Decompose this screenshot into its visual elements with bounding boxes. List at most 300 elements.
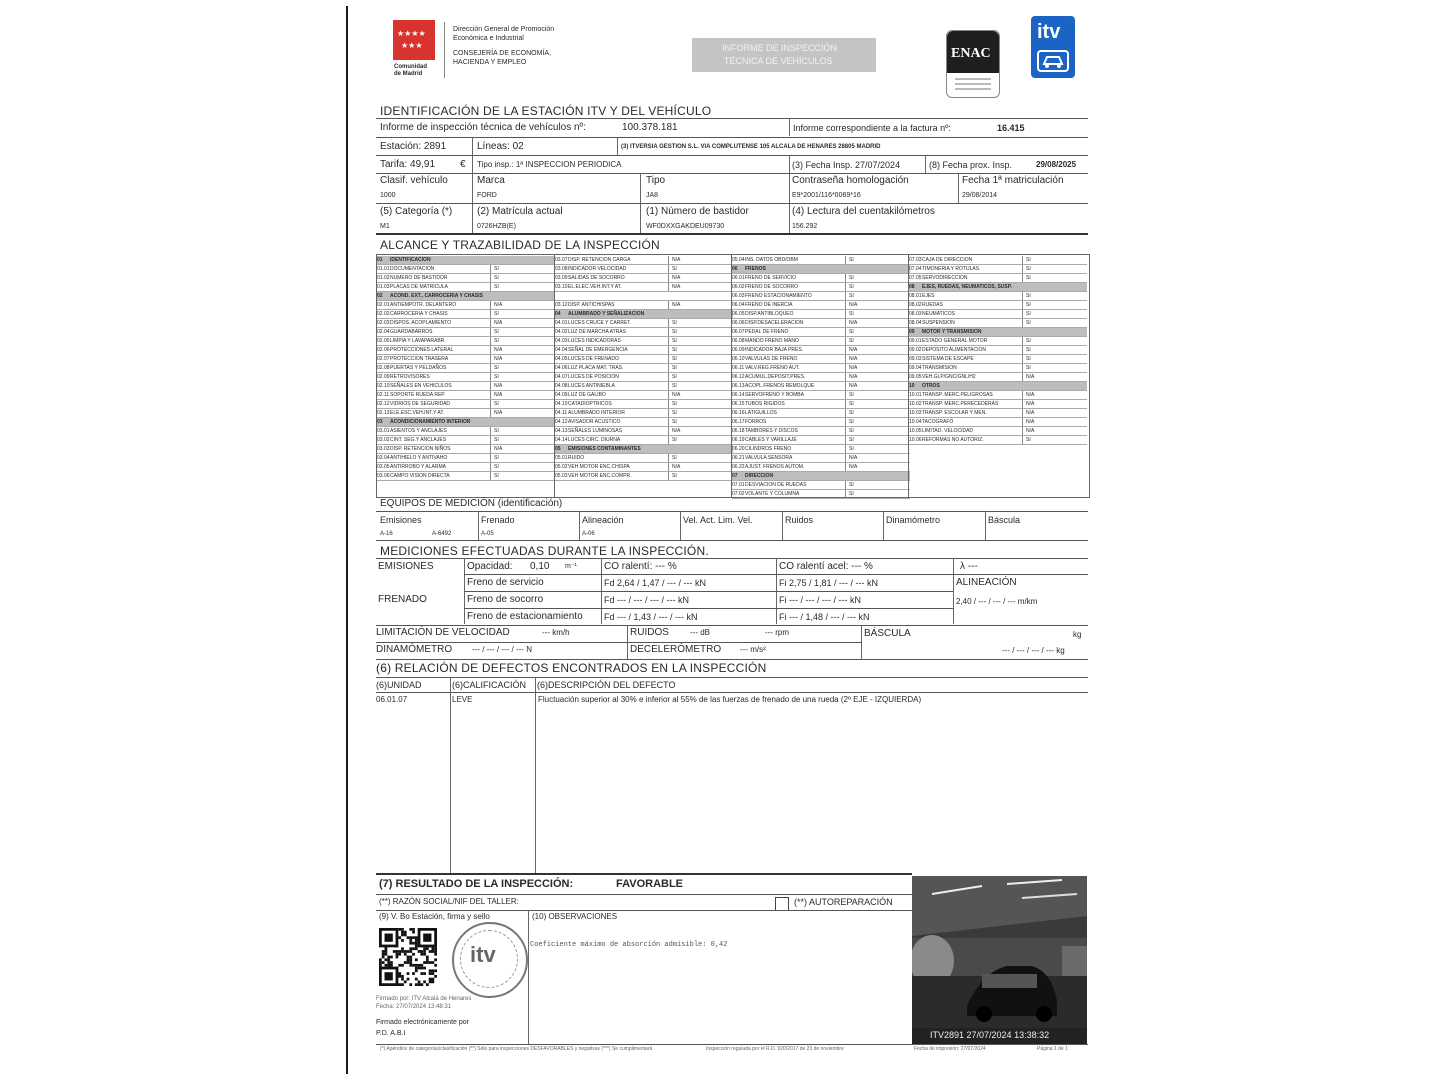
limitacion-value: --- km/h: [542, 628, 570, 637]
defect-class: LEVE: [452, 695, 473, 704]
scope-row-value: N/A: [490, 382, 518, 390]
scope-row-name: LUCES ANTINIEBLA: [568, 383, 615, 389]
scope-row-code: 04.01: [555, 320, 568, 326]
car-icon: [1037, 50, 1069, 72]
scope-row: [555, 373, 733, 382]
scope-row: [377, 337, 555, 346]
scope-row-value: SI: [490, 436, 518, 444]
scope-row-code: 01.01: [377, 266, 390, 272]
bascula-kg: kg: [1073, 630, 1082, 639]
scope-row-value: SI: [845, 490, 873, 498]
scope-row-code: 07.01: [732, 482, 745, 488]
emisiones-label: EMISIONES: [378, 561, 434, 572]
footer-note4: Página 1 de 1: [1037, 1046, 1068, 1052]
homolog-label: Contraseña homologación: [792, 175, 909, 186]
scope-row-value: SI: [845, 409, 873, 417]
scope-row-value: SI: [1022, 364, 1050, 372]
insp-type-label: Tipo insp.: 1ª INSPECCION PERIODICA: [477, 160, 622, 169]
scope-row-code: 07.04: [909, 266, 922, 272]
scope-row-code: 02.05: [377, 338, 390, 344]
scope-row: [377, 274, 555, 283]
scope-row: [555, 346, 733, 355]
scope-row-code: 06.21: [732, 455, 745, 461]
scope-row-code: 02.11: [377, 392, 390, 398]
scan-edge-line: [346, 6, 348, 1074]
dinamometro-label: DINAMÓMETRO: [376, 644, 453, 655]
defects-col-desc: (6)DESCRIPCIÓN DEL DEFECTO: [537, 680, 676, 690]
scope-row-name: TAMBORES Y DISCOS: [745, 428, 798, 434]
scope-row-code: 04.08: [555, 383, 568, 389]
scope-row-value: SI: [1022, 346, 1050, 354]
scope-row: [377, 472, 555, 481]
cm-logo-line2: de Madrid: [394, 71, 423, 77]
scope-row-code: 06.16: [732, 410, 745, 416]
photo-caption: ITV2891 27/07/2024 13:38:32: [930, 1030, 1050, 1040]
equipment-header: Vel. Act. Lim. Vel.: [683, 515, 753, 525]
scope-row-code: 05.02: [555, 464, 568, 470]
alineacion-value: 2,40 / --- / --- / --- m/km: [956, 597, 1038, 606]
scope-row-code: 04: [555, 311, 561, 317]
equip-value-4: A-06: [582, 531, 595, 537]
ruidos-label: RUIDOS: [630, 627, 669, 638]
scope-row-value: N/A: [668, 274, 696, 282]
scope-row-value: SI: [845, 274, 873, 282]
scope-row-name: ACOND. EXT., CARROCERIA Y CHASIS: [390, 293, 483, 299]
autorep-checkbox[interactable]: [775, 897, 789, 911]
scope-row: [555, 274, 733, 283]
scope-row: [555, 265, 733, 274]
scope-row-code: 06.06: [732, 320, 745, 326]
equip-value-1: A-16: [380, 531, 393, 537]
plate-label: (2) Matrícula actual: [477, 206, 563, 217]
scope-row-code: 05.03: [555, 473, 568, 479]
scope-row-name: DESVIACION DE RUEDAS: [745, 482, 807, 488]
scope-row: [732, 310, 910, 319]
scope-row-name: ACOPL.FRENOS REMOLQUE: [745, 383, 815, 389]
scope-row-name: CINT. SEG.Y ANCLAJES: [390, 437, 447, 443]
scope-row-value: N/A: [1022, 427, 1050, 435]
scope-row-code: 10.02: [909, 401, 922, 407]
scope-row: [555, 292, 733, 301]
scope-row-name: DISP. RETENCION NIÑOS: [390, 446, 451, 452]
scope-row-code: 06.01: [732, 275, 745, 281]
scope-row-name: NEUMATICOS: [922, 311, 955, 317]
scope-row-value: N/A: [845, 364, 873, 372]
qr-code[interactable]: [379, 928, 437, 986]
scope-row-value: N/A: [490, 409, 518, 417]
scope-row-code: 06.13: [732, 383, 745, 389]
stars-icon: [393, 20, 435, 60]
type-label: Tipo: [646, 175, 666, 186]
scope-row-value: SI: [490, 265, 518, 273]
report-title-box: [692, 38, 876, 72]
scope-row-code: 07.05: [909, 275, 922, 281]
ruidos-db: --- dB: [690, 628, 710, 637]
scope-row-name: DOCUMENTACION: [390, 266, 435, 272]
scope-row-name: INS. DATOS OBD/OBM: [745, 257, 798, 263]
identification-title: IDENTIFICACIÓN DE LA ESTACIÓN ITV Y DEL VEHÍCULO: [380, 104, 712, 118]
scope-row: [377, 382, 555, 391]
footer-note1: (*) Apéndice de categorías/clasificación (**) Sólo para inspecciones DESFAVORABLES y negativas (***) Se cumplimentará: [380, 1046, 653, 1052]
scope-row-name: CAMPO VISION DIRECTA: [390, 473, 450, 479]
scope-column: [377, 255, 557, 497]
scope-row-name: TUBOS RIGIDOS: [745, 401, 785, 407]
scope-row-code: 09: [909, 329, 915, 335]
scope-row: [909, 256, 1087, 265]
scope-row-code: 06.19: [732, 437, 745, 443]
scope-row-code: 02.01: [377, 302, 390, 308]
opacidad-unit: m⁻¹: [565, 563, 577, 570]
footer-note3: Fecha de impresión: 27/07/2024: [914, 1046, 986, 1052]
scope-row: [377, 301, 555, 310]
scope-row: [732, 265, 910, 274]
co-ralenti-acel: CO ralentí acel: --- %: [779, 561, 873, 572]
scope-row-name: PUERTAS Y PELDAÑOS: [390, 365, 447, 371]
scope-row-code: 01.03: [377, 284, 390, 290]
scope-row-name: PROTECCIONES LATERAL: [390, 347, 454, 353]
scope-row: [377, 310, 555, 319]
freno-estac-label: Freno de estacionamiento: [467, 611, 583, 622]
brand-label: Marca: [477, 175, 505, 186]
scope-row: [909, 310, 1087, 319]
obs-text: Coeficiente máximo de absorción admisible: 0,42: [530, 941, 728, 949]
defects-col-unit: (6)UNIDAD: [376, 680, 422, 690]
scope-row: [732, 364, 910, 373]
consejeria-line2: HACIENDA Y EMPLEO: [453, 59, 527, 66]
scope-row-code: 04.11: [555, 410, 568, 416]
scope-row-code: 08.04: [909, 320, 922, 326]
scope-row-name: MANDO FRENO MANO: [745, 338, 799, 344]
scope-row-name: CARROCERIA Y CHASIS: [390, 311, 448, 317]
obs-label: (10) OBSERVACIONES: [532, 912, 618, 921]
scope-row-value: SI: [845, 337, 873, 345]
inspection-hall-photo: [912, 876, 1087, 1044]
scope-row: [377, 328, 555, 337]
scope-row-code: 02: [377, 293, 383, 299]
scope-row-value: N/A: [845, 346, 873, 354]
scope-row-value: N/A: [490, 445, 518, 453]
scope-row-value: SI: [668, 337, 696, 345]
scope-row-value: N/A: [1022, 418, 1050, 426]
frenado-label: FRENADO: [378, 594, 427, 605]
scope-row-code: 02.13: [377, 410, 390, 416]
scope-row-value: SI: [490, 364, 518, 372]
scope-row-name: ANTIEMPOTR. DELANTERO: [390, 302, 457, 308]
logo-divider: [444, 22, 445, 78]
scope-row: [377, 319, 555, 328]
scope-row: [732, 256, 910, 265]
enac-logo: [946, 30, 1000, 98]
equipment-header: Frenado: [481, 515, 515, 525]
scope-row-code: 06.04: [732, 302, 745, 308]
scope-row-code: 02.08: [377, 365, 390, 371]
invoice-label: Informe correspondiente a la factura nº:: [793, 123, 951, 133]
scope-row-name: ALUMBRADO Y SEÑALIZACION: [568, 311, 645, 317]
scope-row: [377, 283, 555, 292]
scope-row-name: VALVULAS DE FRENO: [745, 356, 798, 362]
scope-row: [377, 445, 555, 454]
scope-row: [377, 409, 555, 418]
vehicle-photo: [912, 876, 1087, 1044]
tariff-currency: €: [460, 159, 466, 170]
scope-row: [555, 418, 733, 427]
scope-grid: [376, 254, 1090, 498]
scope-row: [909, 400, 1087, 409]
scope-row-name: DISP. RETENCION CARGA: [568, 257, 631, 263]
scope-row-name: TRANSMISION: [922, 365, 957, 371]
scope-row-code: 05.01: [555, 455, 568, 461]
scope-row: [732, 382, 910, 391]
defect-desc: Fluctuación superior al 30% e inferior al 55% de las fuerzas de frenado de una rueda (2º EJE - IZQUIERDA): [538, 695, 922, 704]
scope-row-name: ELE.ESC.VEH.INT.Y AT.: [390, 410, 445, 416]
scope-row: [732, 490, 910, 499]
scope-row-value: N/A: [668, 463, 696, 471]
scope-row: [555, 409, 733, 418]
scope-row-name: AJUST. FRENOS AUTOM.: [745, 464, 805, 470]
scope-row-code: 04.02: [555, 329, 568, 335]
scope-row-name: EJES, RUEDAS, NEUMATICOS, SUSP.: [922, 284, 1012, 290]
scope-row: [377, 364, 555, 373]
signed-line2: Fecha: 27/07/2024 13:48:31: [376, 1004, 452, 1010]
equipment-header: Emisiones: [380, 515, 422, 525]
scope-row-value: SI: [845, 328, 873, 336]
scope-row-value: SI: [490, 310, 518, 318]
scope-row: [909, 301, 1087, 310]
scope-row-code: 08: [909, 284, 915, 290]
scope-row-code: 06.09: [732, 347, 745, 353]
svg-text:★★★: ★★★: [401, 41, 423, 50]
scope-row-code: 05.04: [732, 257, 745, 263]
comunidad-madrid-logo: [393, 20, 435, 60]
scope-row: [377, 400, 555, 409]
scope-row-value: SI: [668, 382, 696, 390]
scope-row-code: 04.04: [555, 347, 568, 353]
scope-row-value: N/A: [668, 391, 696, 399]
scope-row-code: 02.09: [377, 374, 390, 380]
odometer-label: (4) Lectura del cuentakilómetros: [792, 206, 935, 217]
scope-row-name: RETROVISORES: [390, 374, 430, 380]
scope-row: [377, 427, 555, 436]
scope-row-name: SEÑALES LUMINOSAS: [568, 428, 622, 434]
scope-row-name: VEH MOTOR ENC.COMPR.: [568, 473, 632, 479]
scope-row-code: 04.03: [555, 338, 568, 344]
scope-row-name: LIMITAD. VELOCIDAD: [922, 428, 974, 434]
scope-row-name: LUCES CIRC. DIURNA: [568, 437, 621, 443]
insp-date-label: (3) Fecha Insp. 27/07/2024: [792, 160, 901, 170]
scope-row-name: SEÑAL DE EMERGENCIA: [568, 347, 628, 353]
scope-row-code: 03.10: [555, 284, 568, 290]
category-value: M1: [380, 223, 390, 230]
opacidad-label: Opacidad:: [467, 561, 513, 572]
scope-row-code: 02.07: [377, 356, 390, 362]
scope-row-code: 02.03: [377, 320, 390, 326]
scope-row-value: SI: [845, 391, 873, 399]
scope-row-name: RUIDO: [568, 455, 585, 461]
scope-row-code: 03.04: [377, 455, 390, 461]
scope-row: [377, 292, 555, 301]
scope-row-code: 06.02: [732, 284, 745, 290]
scope-row: [732, 454, 910, 463]
scope-row-code: 03.07: [555, 257, 568, 263]
scope-row-code: 10.05: [909, 428, 922, 434]
next-date-label: (8) Fecha prox. Insp.: [929, 160, 1013, 170]
station-name: (3) ITVERSIA GESTION S.L. VIA COMPLUTENSE 105 ALCALA DE HENARES 28805 MADRID: [621, 144, 881, 150]
scope-row-value: SI: [845, 418, 873, 426]
stamp-itv-text: itv: [470, 942, 496, 967]
scope-row-value: SI: [1022, 274, 1050, 282]
scope-row-value: SI: [845, 310, 873, 318]
scope-row-value: N/A: [1022, 373, 1050, 381]
result-value: FAVORABLE: [616, 878, 684, 890]
scope-row-value: N/A: [845, 454, 873, 462]
scope-row: [377, 265, 555, 274]
scope-row-value: N/A: [490, 319, 518, 327]
scope-row-code: 09.04: [909, 365, 922, 371]
scope-row: [732, 436, 910, 445]
scope-row-name: VALVULA SENSORA: [745, 455, 793, 461]
scope-row-name: LATIGUILLOS: [745, 410, 777, 416]
report-number: 100.378.181: [622, 122, 678, 133]
scope-row-code: 02.06: [377, 347, 390, 353]
scope-row: [732, 301, 910, 310]
scope-row-name: LUCES DE FRENADO: [568, 356, 619, 362]
scope-row-code: 07.03: [909, 257, 922, 263]
scope-row: [377, 418, 555, 427]
scope-row-code: 04.06: [555, 365, 568, 371]
scope-row-code: 01.02: [377, 275, 390, 281]
scope-row-value: N/A: [668, 427, 696, 435]
scope-row-code: 06.10: [732, 356, 745, 362]
first-reg-value: 29/08/2014: [962, 192, 998, 199]
scope-row-code: 04.13: [555, 428, 568, 434]
scope-row-name: SALIDAS DE SOCORRO: [568, 275, 625, 281]
scope-row-code: 04.14: [555, 437, 568, 443]
vbo-label: (9) V. Bo Estación, firma y sello: [379, 912, 490, 921]
scope-row-name: TRANSP. MERC.PELIGROSAS: [922, 392, 993, 398]
scope-row-code: 06.05: [732, 311, 745, 317]
scope-row-code: 09.03: [909, 356, 922, 362]
plate-value: 0726HZB(E): [477, 223, 516, 230]
scope-row-code: 06.07: [732, 329, 745, 335]
scope-row-value: SI: [490, 337, 518, 345]
scope-row-code: 02.10: [377, 383, 390, 389]
scope-row-name: SEÑALES EN VEHICULOS: [390, 383, 452, 389]
report-label: Informe de inspección técnica de vehículos nº:: [380, 122, 586, 133]
scope-row: [555, 382, 733, 391]
equip-value-3: A-05: [481, 531, 494, 537]
scope-row-value: N/A: [490, 301, 518, 309]
scope-row: [909, 355, 1087, 364]
scope-row-code: 06.08: [732, 338, 745, 344]
scope-row-code: 10.04: [909, 419, 922, 425]
scope-row-name: INDICADOR VELOCIDAD: [568, 266, 627, 272]
decelerometro-label: DECELERÓMETRO: [630, 644, 722, 655]
scope-row-value: SI: [668, 364, 696, 372]
scope-row-value: SI: [845, 427, 873, 435]
scope-row: [909, 283, 1087, 292]
equipment-header: Dinamómetro: [886, 515, 941, 525]
scope-row-code: 06.03: [732, 293, 745, 299]
equipment-header: Ruidos: [785, 515, 814, 525]
scope-row: [732, 463, 910, 472]
scope-row-code: 02.12: [377, 401, 390, 407]
scope-row-code: 03.02: [377, 437, 390, 443]
scope-row-code: 06: [732, 266, 738, 272]
scope-row: [555, 400, 733, 409]
scope-row-code: 10.01: [909, 392, 922, 398]
scope-row-code: 06.11: [732, 365, 745, 371]
scope-row-name: ASIENTOS Y ANCLAJES: [390, 428, 447, 434]
scope-row-name: NUMERO DE BASTIDOR: [390, 275, 448, 281]
scope-row-value: SI: [845, 292, 873, 300]
scope-row-name: FRENOS: [745, 266, 766, 272]
scope-row-value: SI: [490, 400, 518, 408]
scope-row-code: 06.12: [732, 374, 745, 380]
scope-row: [909, 418, 1087, 427]
category-label: (5) Categoría (*): [380, 206, 453, 217]
scope-row: [909, 382, 1087, 391]
scope-row-name: DIRECCION: [745, 473, 774, 479]
svg-text:★★★★: ★★★★: [397, 29, 426, 38]
scope-row-code: 06.17: [732, 419, 745, 425]
equipment-header: Alineación: [582, 515, 624, 525]
equipment-title: EQUIPOS DE MEDICIÓN (identificación): [380, 498, 563, 509]
scope-row-code: 06.22: [732, 464, 745, 470]
scope-row-code: 08.03: [909, 311, 922, 317]
scope-title: ALCANCE Y TRAZABILIDAD DE LA INSPECCIÓN: [380, 238, 660, 252]
scope-row: [555, 283, 733, 292]
scope-row-code: 04.10: [555, 401, 568, 407]
scope-row-code: 06.18: [732, 428, 745, 434]
defects-title: (6) RELACIÓN DE DEFECTOS ENCONTRADOS EN LA INSPECCIÓN: [376, 661, 767, 675]
scope-row-value: SI: [668, 319, 696, 327]
scope-row-name: PEDAL DE FRENO: [745, 329, 789, 335]
scope-row: [732, 400, 910, 409]
freno-socorro-fd: Fd --- / --- / --- / --- kN: [604, 595, 689, 605]
scope-row-name: VALV.REG.FRENO AUT.: [745, 365, 800, 371]
scope-row-code: 06.15: [732, 401, 745, 407]
scope-row-code: 02.02: [377, 311, 390, 317]
first-reg-label: Fecha 1ª matriculación: [962, 175, 1064, 186]
scope-row: [377, 346, 555, 355]
scope-row: [909, 436, 1087, 445]
scope-row: [909, 373, 1087, 382]
scope-row: [732, 274, 910, 283]
scope-row: [377, 391, 555, 400]
vin-value: WF0DXXGAKDEU09730: [646, 223, 725, 230]
scope-row-name: ACUMUL.DEPOSIT.PRES.: [745, 374, 806, 380]
scope-row: [909, 274, 1087, 283]
station-label: Estación: 2891: [380, 141, 447, 152]
scope-row-name: REFORMAS NO AUTORIZ.: [922, 437, 984, 443]
scope-column: [731, 255, 912, 497]
scope-row-value: SI: [1022, 337, 1050, 345]
scope-row-value: N/A: [1022, 400, 1050, 408]
scope-row: [909, 346, 1087, 355]
tariff-label: Tarifa: 49,91: [380, 159, 436, 170]
freno-socorro-fi: Fi --- / --- / --- / --- kN: [779, 595, 861, 605]
scope-row: [555, 364, 733, 373]
scope-row-name: FRENO DE SERVICIO: [745, 275, 797, 281]
scope-row-value: SI: [668, 265, 696, 273]
scope-row-name: MOTOR Y TRANSMISION: [922, 329, 982, 335]
defects-col-class: (6)CALIFICACIÓN: [452, 680, 527, 690]
scope-row-name: TRANSP. MERC.PERECEDERAS: [922, 401, 999, 407]
scope-row-code: 03.08: [555, 266, 568, 272]
scope-row-name: SERVODIRECCION: [922, 275, 968, 281]
scope-row-name: VEH MOTOR ENC.CHISPA: [568, 464, 630, 470]
scope-row: [555, 454, 733, 463]
